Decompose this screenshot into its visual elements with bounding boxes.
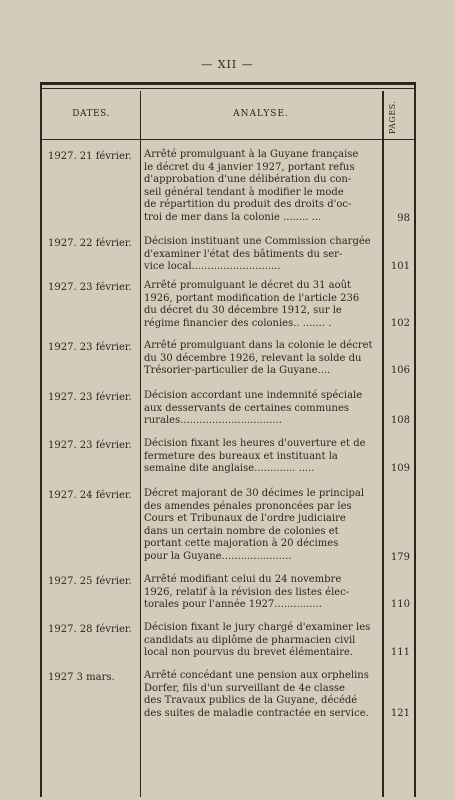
entry-date: 1927. 23 février. xyxy=(48,392,132,403)
entry-page: 106 xyxy=(390,365,410,376)
text-line: dans un certain nombre de colonies et xyxy=(144,525,339,537)
text-line: portant cette majoration à 20 décimes xyxy=(144,538,339,550)
text-line: des Travaux publics de la Guyane, décédé xyxy=(144,695,358,707)
entry-analysis xyxy=(144,574,380,612)
text-line: le décret du 4 janvier 1927, portant refus xyxy=(144,161,355,173)
text-line: Arrêté concédant une pension aux orphelins xyxy=(144,670,369,681)
header-pages: PAGES. xyxy=(388,100,397,134)
entry-page: 101 xyxy=(390,261,410,272)
entry-analysis xyxy=(144,149,380,225)
page-number: — XII — xyxy=(201,58,254,71)
entry-analysis xyxy=(144,390,380,428)
entry-analysis xyxy=(144,622,380,660)
text-line: pour la Guyane...................... xyxy=(144,550,292,562)
entry-analysis xyxy=(144,280,380,330)
entry-page: 109 xyxy=(390,463,410,474)
entry-analysis xyxy=(144,340,380,378)
entry-date: 1927. 23 février. xyxy=(48,282,132,293)
text-line: Trésorier-particulier de la Guyane.... xyxy=(144,365,331,377)
header-analyse: ANALYSE. xyxy=(233,109,289,119)
text-line: vice local............................ xyxy=(144,261,281,273)
entry-date: 1927. 23 février. xyxy=(48,440,132,451)
text-line: Arrêté promulguant dans la colonie le décret xyxy=(144,340,373,351)
entry-date: 1927 3 mars. xyxy=(48,672,115,683)
text-line: Décision instituant une Commission chargée xyxy=(144,236,371,247)
entry-page: 110 xyxy=(390,599,410,610)
entry-date: 1927. 21 février. xyxy=(48,151,132,162)
text-line: Dorfer, fils d'un surveillant de 4e classe xyxy=(144,682,345,694)
text-line: 1926, relatif à la révision des listes élec- xyxy=(144,586,350,598)
index-table xyxy=(40,82,416,797)
text-line: candidats au diplôme de pharmacien civil xyxy=(144,634,356,646)
entry-analysis xyxy=(144,438,380,476)
header-dates: DATES. xyxy=(72,109,110,119)
entry-analysis xyxy=(144,488,380,564)
text-line: des amendes pénales prononcées par les xyxy=(144,500,352,512)
entry-page: 111 xyxy=(390,647,410,658)
text-line: Décision fixant le jury chargé d'examiner les xyxy=(144,622,371,633)
entry-page: 98 xyxy=(397,213,410,224)
text-line: troi de mer dans la colonie ........ ... xyxy=(144,211,322,223)
text-line: seil général tendant à modifier le mode xyxy=(144,186,344,198)
text-line: Cours et Tribunaux de l'ordre judiciaire xyxy=(144,513,346,525)
text-line: torales pour l'année 1927............... xyxy=(144,599,322,611)
text-line: du décret du 30 décembre 1912, sur le xyxy=(144,305,342,317)
text-line: des suites de maladie contractée en service. xyxy=(144,707,369,719)
column-divider xyxy=(140,91,141,797)
text-line: semaine dite anglaise............. ..... xyxy=(144,463,315,475)
entry-page: 179 xyxy=(390,552,410,563)
entry-page: 121 xyxy=(390,708,410,719)
text-line: de répartition du produit des droits d'oc- xyxy=(144,199,352,211)
entry-page: 102 xyxy=(390,318,410,329)
text-line: Arrêté promulguant à la Guyane française xyxy=(144,149,359,160)
text-line: régime financier des colonies.. ....... . xyxy=(144,317,332,329)
text-line: Décret majorant de 30 décimes le principal xyxy=(144,488,365,499)
entry-analysis xyxy=(144,670,380,720)
entry-analysis xyxy=(144,236,380,274)
text-line: rurales................................ xyxy=(144,415,282,427)
text-line: du 30 décembre 1926, relevant la solde du xyxy=(144,352,362,364)
entry-page: 108 xyxy=(390,415,410,426)
text-line: fermeture des bureaux et instituant la xyxy=(144,450,338,462)
text-line: Décision accordant une indemnité spéciale xyxy=(144,390,363,401)
text-line: local non pourvus du brevet élémentaire. xyxy=(144,647,354,659)
table-header xyxy=(42,91,414,140)
text-line: Décision fixant les heures d'ouverture et de xyxy=(144,438,366,449)
text-line: Arrêté promulguant le décret du 31 août xyxy=(144,280,352,291)
text-line: Arrêté modifiant celui du 24 novembre xyxy=(144,574,342,585)
entry-date: 1927. 23 février. xyxy=(48,342,132,353)
text-line: 1926, portant modification de l'article 236 xyxy=(144,292,360,304)
entry-date: 1927. 28 février. xyxy=(48,624,132,635)
entry-date: 1927. 22 février. xyxy=(48,238,132,249)
text-line: aux desservants de certaines communes xyxy=(144,402,350,414)
column-divider xyxy=(382,91,384,797)
entry-date: 1927. 24 février. xyxy=(48,490,132,501)
entry-date: 1927. 25 février. xyxy=(48,576,132,587)
text-line: d'approbation d'une délibération du con- xyxy=(144,174,352,186)
text-line: d'examiner l'état des bâtiments du ser- xyxy=(144,248,343,260)
